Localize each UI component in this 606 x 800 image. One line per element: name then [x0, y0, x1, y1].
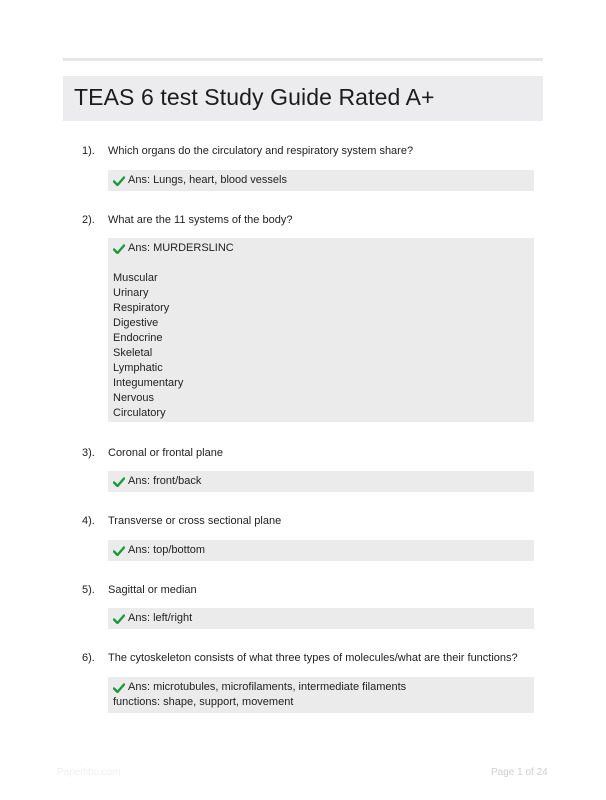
check-icon: [113, 477, 125, 487]
answer-box: [108, 677, 534, 713]
check-icon: [113, 546, 125, 556]
answer-box: [108, 238, 534, 422]
answer-text: Ans: MURDERSLINC: [128, 242, 234, 254]
body-system-item: Muscular: [113, 272, 158, 284]
page-title: TEAS 6 test Study Guide Rated A+: [74, 84, 435, 110]
question-number: 2).: [82, 214, 95, 226]
question-text: Sagittal or median: [108, 584, 197, 596]
answer-text: Ans: front/back: [128, 475, 202, 487]
body-system-item: Integumentary: [113, 377, 184, 389]
question-text: The cytoskeleton consists of what three types of molecules/what are their functions?: [108, 652, 518, 664]
answer-text-line2: functions: shape, support, movement: [113, 696, 294, 708]
body-system-item: Circulatory: [113, 407, 166, 419]
body-system-item: Respiratory: [113, 302, 170, 314]
answer-box: [108, 540, 534, 561]
check-icon: [113, 176, 125, 186]
question-text: Which organs do the circulatory and respiratory system share?: [108, 145, 414, 157]
body-system-item: Lymphatic: [113, 362, 163, 374]
body-system-item: Nervous: [113, 392, 154, 404]
answer-box: [108, 471, 534, 492]
question-number: 1).: [82, 145, 95, 157]
check-icon: [113, 614, 125, 624]
page-number: Page 1 of 24: [491, 767, 548, 778]
body-system-item: Endocrine: [113, 332, 163, 344]
question-number: 5).: [82, 584, 95, 596]
top-divider: [63, 58, 543, 61]
question-number: 3).: [82, 447, 95, 459]
answer-text: Ans: left/right: [128, 612, 193, 624]
body-system-item: Urinary: [113, 287, 149, 299]
check-icon: [113, 683, 125, 693]
answer-text: Ans: top/bottom: [128, 544, 206, 556]
answer-box: [108, 170, 534, 191]
footer-site-watermark: Paperlibc.com: [57, 767, 121, 778]
answer-text: Ans: Lungs, heart, blood vessels: [128, 174, 287, 186]
question-text: Coronal or frontal plane: [108, 447, 223, 459]
answer-text: Ans: microtubules, microfilaments, intermediate filaments: [128, 681, 407, 693]
body-system-item: Digestive: [113, 317, 159, 329]
answer-box: [108, 608, 534, 629]
title-bar: [63, 76, 543, 121]
check-icon: [113, 244, 125, 254]
question-number: 6).: [82, 652, 95, 664]
question-number: 4).: [82, 515, 95, 527]
question-text: What are the 11 systems of the body?: [108, 214, 293, 226]
question-text: Transverse or cross sectional plane: [108, 515, 282, 527]
body-system-item: Skeletal: [113, 347, 153, 359]
